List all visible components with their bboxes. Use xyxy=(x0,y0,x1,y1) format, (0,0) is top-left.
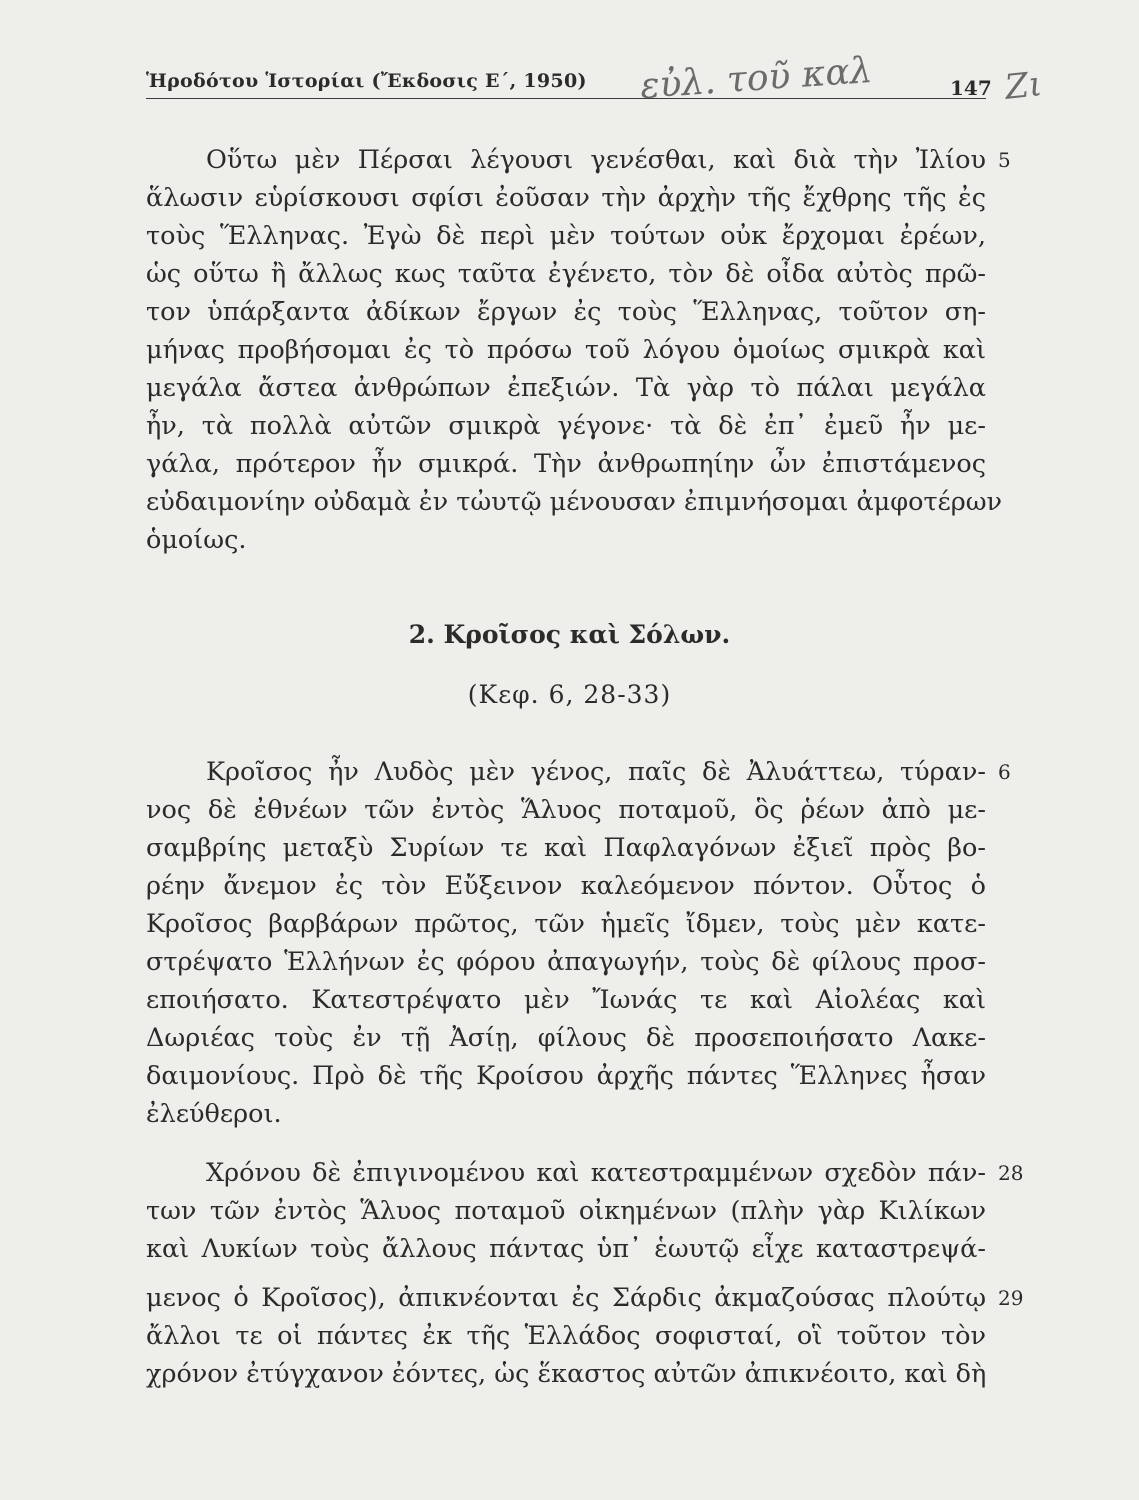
text-line: ὡς οὕτω ἢ ἄλλως κως ταῦτα ἐγένετο, τὸν δὲ οἶδα αὐτὸς πρῶ- xyxy=(146,259,986,289)
text-line: ἦν, τὰ πολλὰ αὐτῶν σμικρὰ γέγονε· τὰ δὲ ἐπ᾽ ἐμεῦ ἦν με- xyxy=(146,411,986,441)
text-line: των τῶν ἐντὸς Ἅλυος ποταμοῦ οἰκημένων (πλὴν γὰρ Κιλίκων xyxy=(146,1196,986,1226)
page-number: 147 xyxy=(950,76,992,100)
text-line: καὶ Λυκίων τοὺς ἄλλους πάντας ὑπ᾽ ἑωυτῷ εἶχε καταστρεψά- xyxy=(146,1234,986,1264)
text-line: Οὕτω μὲν Πέρσαι λέγουσι γενέσθαι, καὶ διὰ τὴν Ἰλίου xyxy=(206,145,986,175)
section-heading: 2. Κροῖσος καὶ Σόλων. xyxy=(408,620,731,649)
text-line: τοὺς Ἕλληνας. Ἐγὼ δὲ περὶ μὲν τούτων οὐκ ἔρχομαι ἐρέων, xyxy=(146,221,986,251)
running-header-title: Ἡροδότου Ἱστορίαι (Ἔκδοσις Ε΄, 1950) xyxy=(146,70,587,92)
text-line: τον ὑπάρξαντα ἀδίκων ἔργων ἐς τοὺς Ἕλληνας, τοῦτον ση- xyxy=(146,297,986,327)
section-reference: (Κεφ. 6, 28-33) xyxy=(467,680,672,709)
text-line: στρέψατο Ἑλλήνων ἐς φόρου ἀπαγωγήν, τοὺς δὲ φίλους προσ- xyxy=(146,947,986,977)
line-number: 28 xyxy=(998,1161,1024,1185)
header-rule xyxy=(146,98,986,99)
text-line: νος δὲ ἐθνέων τῶν ἐντὸς Ἅλυος ποταμοῦ, ὃς ῥέων ἀπὸ με- xyxy=(146,795,986,825)
text-line: μενος ὁ Κροῖσος), ἀπικνέονται ἐς Σάρδις ἀκμαζούσας πλούτῳ xyxy=(146,1283,986,1313)
text-line: εποιήσατο. Κατεστρέψατο μὲν Ἴωνάς τε καὶ Αἰολέας καὶ xyxy=(146,985,986,1015)
text-line: δαιμονίους. Πρὸ δὲ τῆς Κροίσου ἀρχῆς πάντες Ἕλληνες ἦσαν xyxy=(146,1061,986,1091)
text-line: Δωριέας τοὺς ἐν τῇ Ἀσίῃ, φίλους δὲ προσεποιήσατο Λακε- xyxy=(146,1023,986,1053)
text-line: Χρόνου δὲ ἐπιγινομένου καὶ κατεστραμμένων σχεδὸν πάν- xyxy=(206,1158,986,1188)
text-line: σαμβρίης μεταξὺ Συρίων τε καὶ Παφλαγόνων ἐξιεῖ πρὸς βο- xyxy=(146,833,986,863)
text-line: ἄλλοι τε οἱ πάντες ἐκ τῆς Ἑλλάδος σοφισταί, οἳ τοῦτον τὸν xyxy=(146,1321,986,1351)
text-line: ἐλεύθεροι. xyxy=(146,1099,282,1129)
text-line: μήνας προβήσομαι ἐς τὸ πρόσω τοῦ λόγου ὁμοίως σμικρὰ καὶ xyxy=(146,335,986,365)
line-number: 5 xyxy=(998,148,1011,172)
text-line: εὐδαιμονίην οὐδαμὰ ἐν τὠυτῷ μένουσαν ἐπιμνήσομαι ἀμφοτέρων xyxy=(146,487,1003,517)
line-number: 6 xyxy=(998,760,1011,784)
handwritten-corner-annotation: Ζι xyxy=(1003,64,1044,108)
text-line: χρόνον ἐτύγχανον ἐόντες, ὡς ἕκαστος αὐτῶν ἀπικνέοιτο, καὶ δὴ xyxy=(146,1359,987,1389)
text-line: Κροῖσος βαρβάρων πρῶτος, τῶν ἡμεῖς ἴδμεν, τοὺς μὲν κατε- xyxy=(146,909,986,939)
text-line: ρέην ἄνεμον ἐς τὸν Εὔξεινον καλεόμενον πόντον. Οὗτος ὁ xyxy=(146,871,986,901)
text-line: μεγάλα ἄστεα ἀνθρώπων ἐπεξιών. Τὰ γὰρ τὸ πάλαι μεγάλα xyxy=(146,373,986,403)
handwritten-annotation: εὐλ. τοῦ καλ xyxy=(638,49,874,108)
text-line: ἅλωσιν εὑρίσκουσι σφίσι ἐοῦσαν τὴν ἀρχὴν τῆς ἔχθρης τῆς ἐς xyxy=(146,183,986,213)
text-line: ὁμοίως. xyxy=(146,525,247,555)
line-number: 29 xyxy=(998,1286,1024,1310)
text-line: γάλα, πρότερον ἦν σμικρά. Τὴν ἀνθρωπηίην ὦν ἐπιστάμενος xyxy=(146,449,986,479)
text-line: Κροῖσος ἦν Λυδὸς μὲν γένος, παῖς δὲ Ἀλυάττεω, τύραν- xyxy=(206,757,986,787)
